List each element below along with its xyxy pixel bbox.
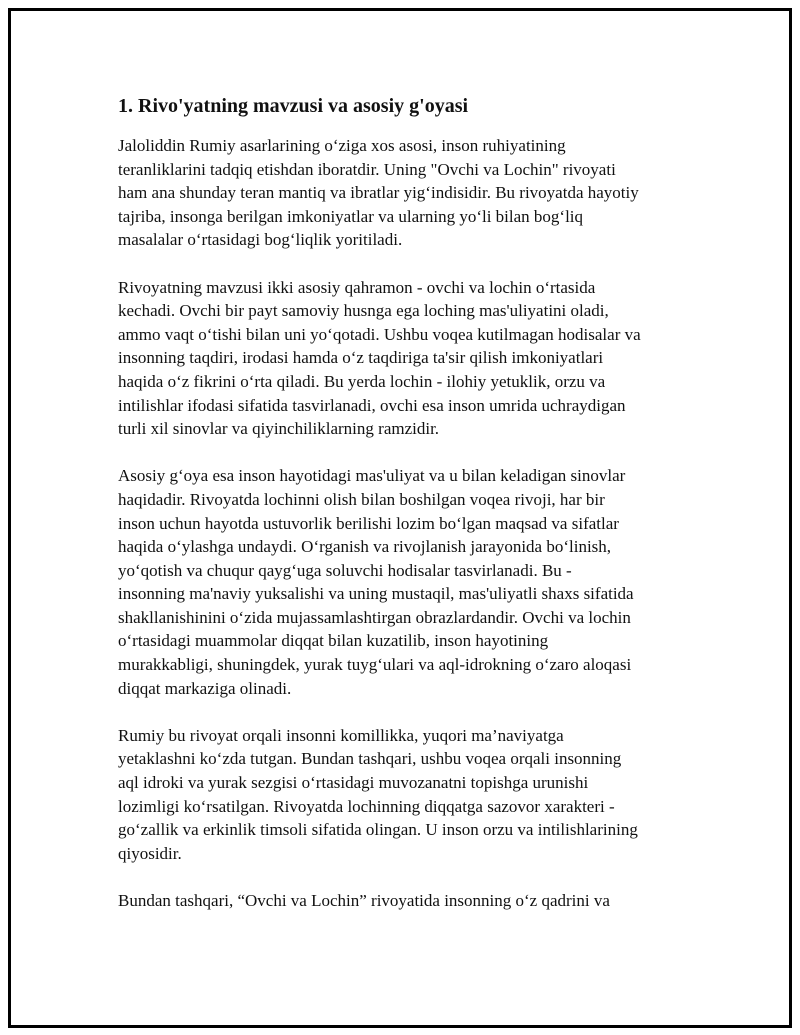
text-line: Jaloliddin Rumiy asarlarining o‘ziga xos asosi, inson ruhiyatining (118, 136, 566, 155)
text-line: haqidadir. Rivoyatda lochinni olish bilan boshilgan voqea rivoji, har bir (118, 489, 605, 509)
text-line: o‘rtasidagi muammolar diqqat bilan kuzatilib, inson hayotining (118, 631, 549, 651)
paragraph-rumi-purpose (118, 724, 688, 866)
text-line: go‘zallik va erkinlik timsoli sifatida olingan. U inson orzu va intilishlarining (118, 820, 638, 840)
text-line: ammo vaqt o‘tishi bilan uni yo‘qotadi. Ushbu voqea kutilmagan hodisalar va (118, 324, 641, 344)
text-line: yetaklashni ko‘zda tutgan. Bundan tashqari, ushbu voqea orqali insonning (118, 749, 622, 769)
paragraph-continuation (118, 889, 688, 913)
text-line: Rivoyatning mavzusi ikki asosiy qahramon - ovchi va lochin o‘rtasida (118, 277, 596, 297)
text-line: haqida o‘ylashga undaydi. O‘rganish va rivojlanish jarayonida bo‘linish, (118, 537, 612, 557)
text-line: inson uchun hayotda ustuvorlik berilishi lozim bo‘lgan maqsad va sifatlar (118, 513, 619, 533)
text-line: haqida o‘z fikrini o‘rta qiladi. Bu yerda lochin - ilohiy yetuklik, orzu va (118, 371, 606, 391)
text-line: aql idroki va yurak sezgisi o‘rtasidagi muvozanatni topishga urunishi (118, 773, 589, 793)
text-line: ham ana shunday teran mantiq va ibratlar yig‘indisidir. Bu rivoyatda hayotiy (118, 183, 639, 203)
text-line: diqqat markaziga olinadi. (118, 678, 292, 698)
text-line: teranliklarini tadqiq etishdan iboratdir. Uning "Ovchi va Lochin" rivoyati (118, 159, 616, 179)
text-line: masalalar o‘rtasidagi bog‘liqlik yoritiladi. (118, 230, 403, 250)
text-line: insonning taqdiri, irodasi hamda o‘z taqdiriga ta'sir qilish imkoniyatlari (118, 348, 604, 368)
paragraph-main-idea (118, 464, 688, 700)
text-line: intilishlar ifodasi sifatida tasvirlanadi, ovchi esa inson umrida uchraydigan (118, 395, 626, 415)
paragraph-intro (118, 134, 688, 252)
text-line: Bundan tashqari, “Ovchi va Lochin” rivoyatida insonning o‘z qadrini va (118, 891, 610, 910)
document-body (118, 94, 688, 936)
text-line: yo‘qotish va chuqur qayg‘uga soluvchi hodisalar tasvirlanadi. Bu - (118, 560, 572, 580)
paragraph-theme (118, 276, 688, 441)
text-line: Rumiy bu rivoyat orqali insonni komillikka, yuqori ma’naviyatga (118, 725, 564, 745)
text-line: lozimligi ko‘rsatilgan. Rivoyatda lochinning diqqatga sazovor xarakteri - (118, 796, 615, 816)
text-line: tajriba, insonga berilgan imkoniyatlar va ularning yo‘li bilan bog‘liq (118, 206, 584, 226)
section-heading: 1. Rivo'yatning mavzusi va asosiy g'oyasi (118, 95, 469, 117)
text-line: turli xil sinovlar va qiyinchiliklarning ramzidir. (118, 419, 440, 439)
text-line: qiyosidir. (118, 843, 182, 863)
text-line: shakllanishinini o‘zida mujassamlashtirgan obrazlardandir. Ovchi va lochin (118, 607, 631, 627)
text-line: murakkabligi, shuningdek, yurak tuyg‘ulari va aql-idrokning o‘zaro aloqasi (118, 655, 632, 675)
text-line: Asosiy g‘oya esa inson hayotidagi mas'uliyat va u bilan keladigan sinovlar (118, 466, 626, 486)
text-line: kechadi. Ovchi bir payt samoviy husnga ega loching mas'uliyatini oladi, (118, 301, 609, 321)
text-line: insonning ma'naviy yuksalishi va uning mustaqil, mas'uliyatli shaxs sifatida (118, 584, 634, 604)
